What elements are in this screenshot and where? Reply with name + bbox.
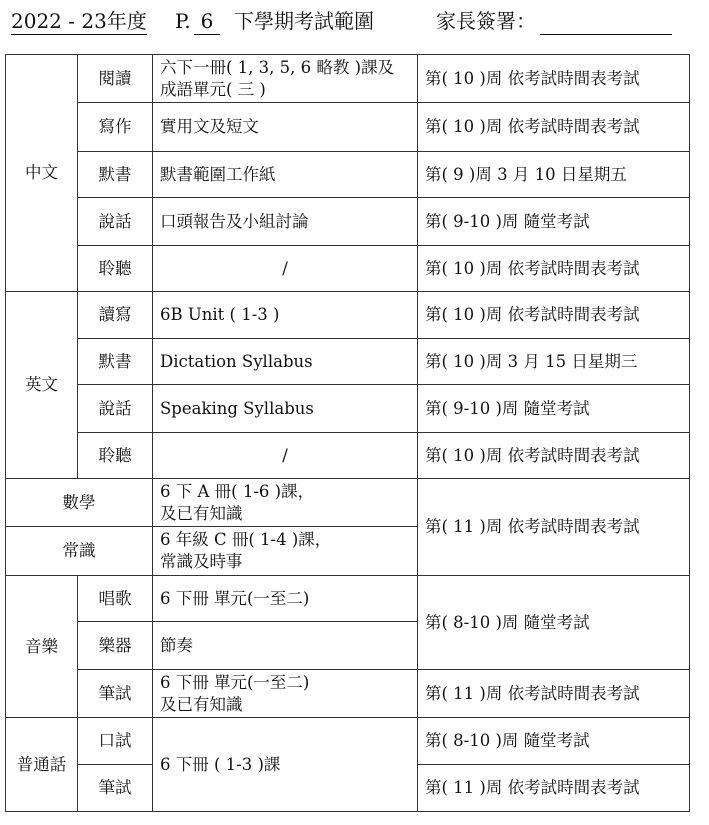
schedule-cell: 第( 10 )周 3 月 15 日星期三	[418, 339, 690, 385]
page-title: 下學期考試範圍	[234, 9, 374, 33]
schedule-cell: 第( 10 )周 依考試時間表考試	[418, 55, 690, 103]
table-row	[6, 152, 690, 198]
subject-cell: 常識	[6, 527, 153, 576]
scope-cell: Dictation Syllabus	[153, 339, 418, 385]
schedule-cell: 第( 8-10 )周 隨堂考試	[418, 718, 690, 765]
table-row	[6, 433, 690, 479]
schedule-cell: 第( 10 )周 依考試時間表考試	[418, 292, 690, 339]
part-cell: 讀寫	[78, 292, 153, 339]
subject-cell: 普通話	[6, 718, 78, 812]
part-cell: 聆聽	[78, 246, 153, 292]
table-row	[6, 670, 690, 718]
scope-cell: 六下一冊( 1, 3, 5, 6 略教 )課及 成語單元( 三 )	[153, 55, 418, 103]
table-row	[6, 339, 690, 385]
school-year: 2022 - 23年度	[11, 9, 147, 33]
table-row	[6, 55, 690, 103]
part-cell: 筆試	[78, 670, 153, 718]
part-cell: 筆試	[78, 765, 153, 812]
subject-cell: 英文	[6, 292, 78, 479]
scope-cell: 默書範圍工作紙	[153, 152, 418, 198]
subject-cell: 數學	[6, 479, 153, 527]
table-row	[6, 479, 690, 527]
scope-cell: Speaking Syllabus	[153, 385, 418, 433]
scope-cell: /	[153, 433, 418, 479]
part-cell: 口試	[78, 718, 153, 765]
schedule-cell: 第( 9-10 )周 隨堂考試	[418, 198, 690, 246]
scope-cell: 6 下冊 ( 1-3 )課	[153, 718, 418, 812]
scope-cell: 6 下冊 單元(一至二)	[153, 576, 418, 622]
schedule-cell: 第( 10 )周 依考試時間表考試	[418, 246, 690, 292]
signature-label: 家長簽署：	[436, 9, 536, 33]
schedule-cell: 第( 11 )周 依考試時間表考試	[418, 670, 690, 718]
part-cell: 默書	[78, 339, 153, 385]
schedule-cell: 第( 9 )周 3 月 10 日星期五	[418, 152, 690, 198]
table-row	[6, 103, 690, 152]
part-cell: 聆聽	[78, 433, 153, 479]
scope-cell: 6B Unit ( 1-3 )	[153, 292, 418, 339]
schedule-cell: 第( 11 )周 依考試時間表考試	[418, 479, 690, 576]
subject-cell: 音樂	[6, 576, 78, 718]
table-row	[6, 385, 690, 433]
class-prefix: P.	[175, 9, 191, 33]
part-cell: 閱讀	[78, 55, 153, 103]
exam-scope-table	[5, 54, 690, 812]
table-row	[6, 246, 690, 292]
part-cell: 默書	[78, 152, 153, 198]
schedule-cell: 第( 10 )周 依考試時間表考試	[418, 103, 690, 152]
class-number: 6	[194, 8, 220, 35]
scope-cell: 口頭報告及小組討論	[153, 198, 418, 246]
schedule-cell: 第( 9-10 )周 隨堂考試	[418, 385, 690, 433]
table-row	[6, 198, 690, 246]
part-cell: 說話	[78, 385, 153, 433]
part-cell: 樂器	[78, 622, 153, 670]
scope-cell: 節奏	[153, 622, 418, 670]
table-row	[6, 576, 690, 622]
table-row	[6, 718, 690, 765]
scope-cell: /	[153, 246, 418, 292]
schedule-cell: 第( 11 )周 依考試時間表考試	[418, 765, 690, 812]
part-cell: 寫作	[78, 103, 153, 152]
scope-cell: 6 下 A 冊( 1-6 )課， 及已有知識	[153, 479, 418, 527]
scope-cell: 6 年級 C 冊( 1-4 )課， 常識及時事	[153, 527, 418, 576]
schedule-cell: 第( 8-10 )周 隨堂考試	[418, 576, 690, 670]
scope-cell: 實用文及短文	[153, 103, 418, 152]
part-cell: 唱歌	[78, 576, 153, 622]
signature-line[interactable]	[540, 34, 672, 35]
table-row	[6, 292, 690, 339]
schedule-cell: 第( 10 )周 依考試時間表考試	[418, 433, 690, 479]
page-header	[0, 0, 709, 54]
part-cell: 說話	[78, 198, 153, 246]
scope-cell: 6 下冊 單元(一至二) 及已有知識	[153, 670, 418, 718]
subject-cell: 中文	[6, 55, 78, 292]
